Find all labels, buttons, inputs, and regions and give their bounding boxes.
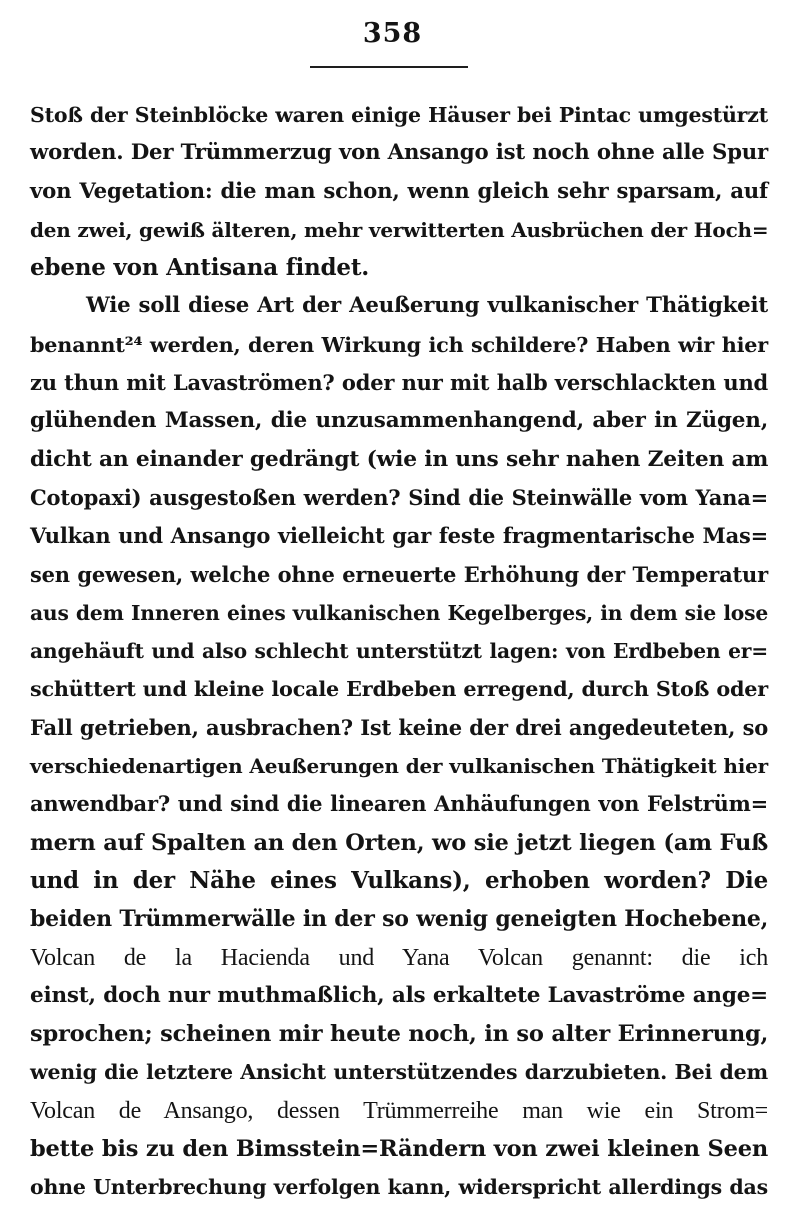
text-line: sprochen; scheinen mir heute noch, in so alter Erinnerung, [30,1021,769,1048]
text-line: worden. Der Trümmerzug von Ansango ist noch ohne alle Spur [30,140,768,166]
text-line: Wie soll diese Art der Aeußerung vulkanischer Thätigkeit [86,293,768,319]
header-rule [310,66,468,68]
text-line: ohne Unterbrechung verfolgen kann, widerspricht allerdings das [30,1175,768,1200]
text-line: angehäuft und also schlecht unterstützt lagen: von Erdbeben er= [30,639,768,664]
text-line: Cotopaxi) ausgestoßen werden? Sind die Steinwälle vom Yana= [30,484,768,510]
text-line: benannt²⁴ werden, deren Wirkung ich schildere? Haben wir hier [30,332,768,357]
text-line: dicht an einander gedrängt (wie in uns sehr nahen Zeiten am [30,446,769,472]
text-line: ebene von Antisana findet. [30,254,370,282]
text-line: zu thun mit Lavaströmen? oder nur mit halb verschlackten und [30,370,768,396]
text-line: einst, doch nur muthmaßlich, als erkaltete Lavaströme ange= [30,982,768,1008]
text-line: Fall getrieben, ausbrachen? Ist keine der drei angedeuteten, so [30,714,768,740]
text-line: schüttert und kleine locale Erdbeben erregend, durch Stoß oder [30,677,768,702]
text-line: glühenden Massen, die unzusammenhangend, aber in Zügen, [30,408,768,434]
text-line: verschiedenartigen Aeußerungen der vulkanischen Thätigkeit hier [30,754,768,779]
text-line: beiden Trümmerwälle in der so wenig geneigten Hochebene, [30,906,769,933]
text-line: aus dem Inneren eines vulkanischen Kegelberges, in dem sie lose [30,600,768,625]
text-line: von Vegetation: die man schon, wenn gleich sehr sparsam, auf [30,178,768,204]
text-line: Stoß der Steinblöcke waren einige Häuser bei Pintac umgestürzt [30,103,768,127]
text-line: sen gewesen, welche ohne erneuerte Erhöhung der Temperatur [30,561,768,587]
text-line: Volcan de la Hacienda und Yana Volcan genannt: die ich [30,944,768,971]
text-line: anwendbar? und sind die linearen Anhäufungen von Felstrüm= [30,791,768,817]
body-text [30,96,768,1207]
text-line: mern auf Spalten an den Orten, wo sie jetzt liegen (am Fuß [30,829,768,856]
text-line: wenig die letztere Ansicht unterstützendes darzubieten. Bei dem [30,1060,768,1085]
text-line: Vulkan und Ansango vielleicht gar feste fragmentarische Mas= [30,523,768,549]
text-line: Volcan de Ansango, dessen Trümmerreihe man wie ein Strom= [30,1097,768,1124]
text-line: den zwei, gewiß älteren, mehr verwitterten Ausbrüchen der Hoch= [30,217,769,242]
text-line: bette bis zu den Bimsstein=Rändern von zwei kleinen Seen [30,1136,768,1163]
text-line: und in der Nähe eines Vulkans), erhoben worden? Die [30,866,768,894]
page-number: 358 [362,18,423,49]
